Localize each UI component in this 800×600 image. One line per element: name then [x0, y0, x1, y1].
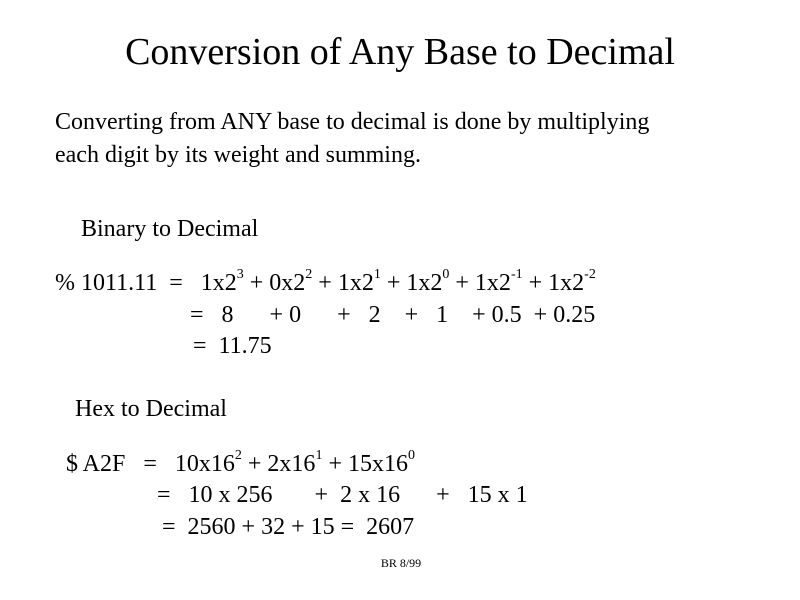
binary-eq1-term-5: + 1x2	[449, 270, 511, 296]
binary-equation-line-1	[55, 268, 596, 298]
hex-eq1-prefix: $ A2F = 10x16	[66, 451, 235, 477]
slide-footer	[0, 555, 800, 571]
footer-label: BR 8/99	[380, 556, 422, 570]
hex-exp-2: 1	[315, 448, 323, 463]
hex-equation-line-2: = 10 x 256 + 2 x 16 + 15 x 1	[157, 482, 528, 508]
intro-line-1: Converting from ANY base to decimal is done by multiplying	[55, 109, 650, 135]
binary-exp-1: 3	[236, 267, 244, 282]
intro-line-2: each digit by its weight and summing.	[55, 142, 421, 168]
binary-eq1-term-6: + 1x2	[522, 270, 585, 296]
hex-eq1-term-3: + 15x16	[322, 451, 408, 477]
hex-exp-3: 0	[407, 448, 415, 463]
binary-eq1-term-3: + 1x2	[312, 270, 374, 296]
hex-equation-line-1	[66, 449, 415, 479]
intro-paragraph	[55, 106, 755, 172]
hex-equation-line-3: = 2560 + 32 + 15 = 2607	[162, 514, 415, 540]
binary-exp-6: -2	[584, 267, 596, 282]
binary-exp-3: 1	[373, 267, 381, 282]
hex-exp-1: 2	[234, 448, 242, 463]
hex-eq1-term-2: + 2x16	[241, 451, 316, 477]
binary-eq1-term-4: + 1x2	[380, 270, 443, 296]
binary-heading: Binary to Decimal	[81, 216, 259, 242]
binary-exp-4: 0	[442, 267, 450, 282]
binary-eq1-prefix: % 1011.11 = 1x2	[55, 270, 237, 296]
binary-equation-line-3: = 11.75	[193, 333, 272, 359]
binary-exp-2: 2	[305, 267, 313, 282]
binary-equation-line-2: = 8 + 0 + 2 + 1 + 0.5 + 0.25	[190, 302, 596, 328]
hex-heading: Hex to Decimal	[75, 396, 227, 422]
slide-title: Conversion of Any Base to Decimal	[125, 31, 675, 73]
binary-eq1-term-2: + 0x2	[243, 270, 306, 296]
binary-exp-5: -1	[510, 267, 523, 282]
